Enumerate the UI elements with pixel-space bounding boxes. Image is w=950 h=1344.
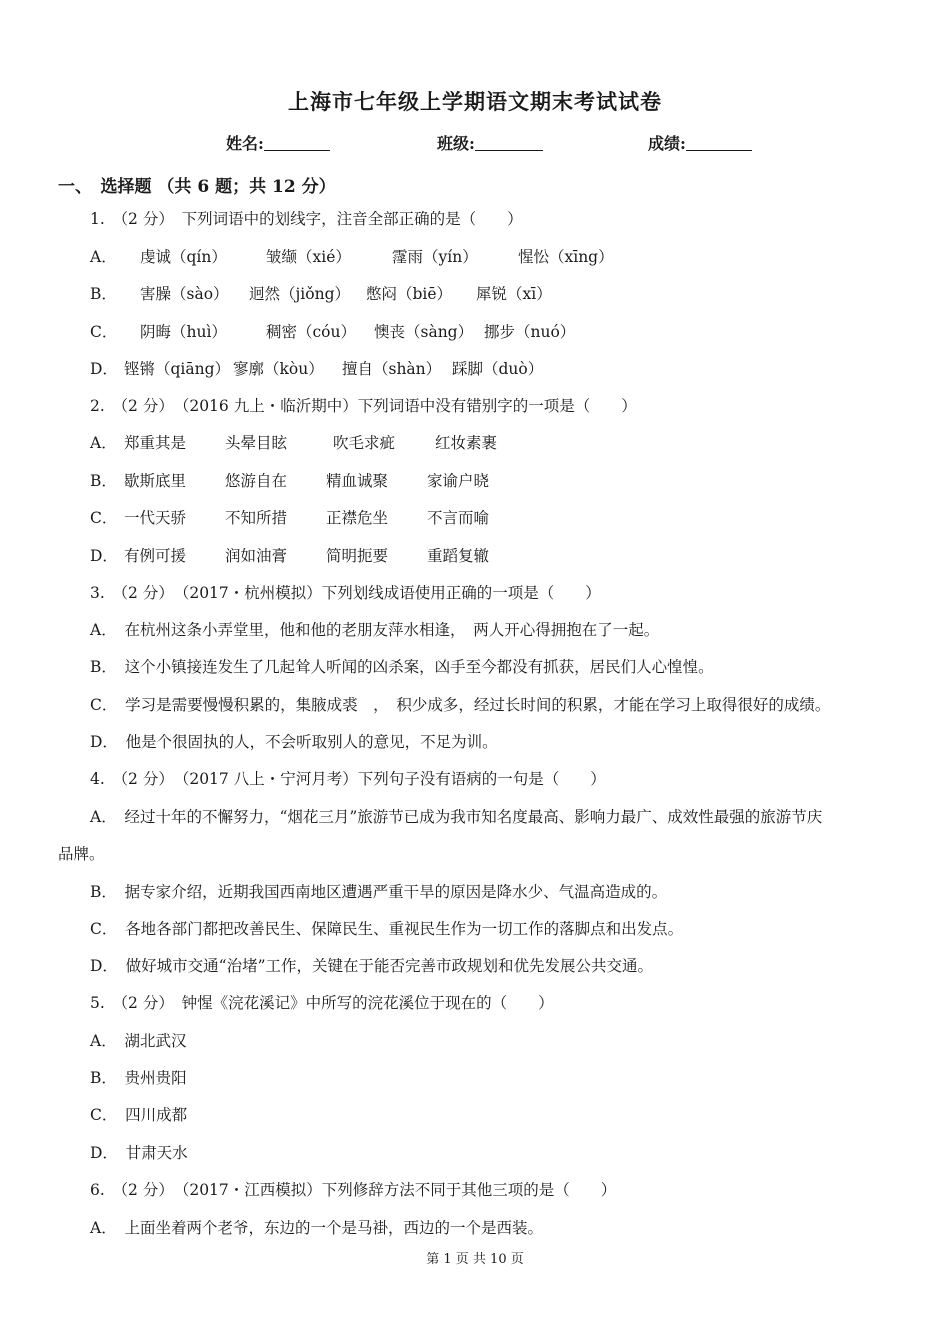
option-word: 迥然（jiǒng）: [249, 285, 351, 303]
question-2-option-b[interactable]: [90, 470, 489, 492]
option-word: 家谕户晓: [427, 472, 490, 490]
question-3-stem: 3. （2 分） （2017・杭州模拟）下列划线成语使用正确的一项是（ ）: [90, 584, 601, 602]
option-word: 吹毛求疵: [333, 434, 396, 452]
score-blank[interactable]: [686, 134, 752, 151]
question-3-option-c[interactable]: C． 学习是需要慢慢积累的，集腋成裘 ， 积少成多，经过长时间的积累，才能在学习上取得很好的成绩。: [90, 696, 831, 714]
question-3-option-b[interactable]: B． 这个小镇接连发生了几起耸人听闻的凶杀案，凶手至今都没有抓获，居民们人心惶惶。: [90, 658, 714, 676]
question-5-stem: 5. （2 分） 钟惺《浣花溪记》中所写的浣花溪位于现在的（ ）: [90, 994, 554, 1012]
option-word: 犀锐（xī）: [476, 285, 552, 303]
question-4-option-a-continued[interactable]: 品牌。: [58, 845, 105, 863]
option-word: 懊丧（sàng）: [374, 323, 474, 341]
option-word: 害臊（sào）: [140, 285, 229, 303]
option-word: 惺忪（xīng）: [518, 248, 614, 266]
option-label: B．: [90, 285, 117, 303]
option-word: 简明扼要: [326, 547, 389, 565]
page-footer: 第 1 页 共 10 页: [426, 1252, 524, 1267]
question-3-option-d[interactable]: D． 他是个很固执的人，不会听取别人的意见，不足为训。: [90, 733, 498, 751]
question-1-option-b[interactable]: [90, 283, 552, 305]
option-word: 郑重其是: [124, 434, 187, 452]
option-label: C．: [90, 323, 118, 341]
question-4-option-c[interactable]: C． 各地各部门都把改善民生、保障民生、重视民生作为一切工作的落脚点和出发点。: [90, 920, 684, 938]
class-label: 班级:: [437, 134, 475, 153]
question-1-option-d[interactable]: [90, 358, 543, 380]
option-word: 不知所措: [225, 509, 288, 527]
question-5-option-b[interactable]: B． 贵州贵阳: [90, 1069, 187, 1087]
option-word: 不言而喻: [427, 509, 490, 527]
question-5-option-d[interactable]: D． 甘肃天水: [90, 1144, 188, 1162]
question-4-option-b[interactable]: B． 据专家介绍，近期我国西南地区遭遇严重干旱的原因是降水少、气温高造成的。: [90, 883, 668, 901]
question-2-option-a[interactable]: [90, 432, 497, 454]
option-word: 有例可援: [124, 547, 187, 565]
option-word: 虔诚（qín）: [140, 248, 227, 266]
option-word: 霪雨（yín）: [392, 248, 478, 266]
question-1-option-a[interactable]: [90, 246, 614, 268]
question-6-option-a[interactable]: A． 上面坐着两个老爷，东边的一个是马褂，西边的一个是西装。: [90, 1219, 543, 1237]
option-word: 红妆素裹: [435, 434, 498, 452]
option-word: 正襟危坐: [326, 509, 389, 527]
section-heading: 一、 选择题 （共 6 题；共 12 分）: [58, 177, 336, 197]
option-label: B．: [90, 472, 117, 490]
option-word: 寥廓（kòu）: [233, 360, 324, 378]
option-label: D．: [90, 547, 118, 565]
option-word: 挪步（nuó）: [484, 323, 576, 341]
question-1-option-c[interactable]: [90, 321, 575, 343]
option-word: 重蹈复辙: [427, 547, 490, 565]
option-word: 憋闷（biē）: [366, 285, 453, 303]
option-word: 踩脚（duò）: [452, 360, 544, 378]
class-field[interactable]: [437, 131, 543, 154]
question-4-stem: 4. （2 分） （2017 八上・宁河月考）下列句子没有语病的一句是（ ）: [90, 770, 606, 788]
option-word: 润如油膏: [225, 547, 288, 565]
question-5-option-c[interactable]: C． 四川成都: [90, 1106, 188, 1124]
name-label: 姓名:: [226, 134, 264, 153]
option-word: 稠密（cóu）: [266, 323, 356, 341]
score-field[interactable]: [648, 131, 752, 154]
class-blank[interactable]: [475, 134, 543, 151]
student-info-row: [0, 131, 950, 155]
option-word: 阴晦（huì）: [140, 323, 227, 341]
option-word: 一代天骄: [124, 509, 187, 527]
option-label: A．: [90, 434, 117, 452]
option-label: D．: [90, 360, 118, 378]
question-2-option-c[interactable]: [90, 507, 489, 529]
question-6-stem: 6. （2 分） （2017・江西模拟）下列修辞方法不同于其他三项的是（ ）: [90, 1181, 617, 1199]
option-word: 头晕目眩: [225, 434, 288, 452]
question-5-option-a[interactable]: A． 湖北武汉: [90, 1032, 187, 1050]
option-word: 铿锵（qiāng）: [124, 360, 231, 378]
name-field[interactable]: [226, 131, 330, 154]
option-label: A．: [90, 248, 117, 266]
exam-title: 上海市七年级上学期语文期末考试试卷: [288, 89, 662, 114]
name-blank[interactable]: [264, 134, 330, 151]
question-2-option-d[interactable]: [90, 545, 489, 567]
question-3-option-a[interactable]: A． 在杭州这条小弄堂里，他和他的老朋友萍水相逢， 两人开心得拥抱在了一起。: [90, 621, 660, 639]
score-label: 成绩:: [648, 134, 686, 153]
option-word: 歇斯底里: [124, 472, 187, 490]
question-2-stem: 2. （2 分） （2016 九上・临沂期中）下列词语中没有错别字的一项是（ ）: [90, 397, 637, 415]
option-word: 皱缬（xié）: [266, 248, 351, 266]
option-word: 擅自（shàn）: [342, 360, 442, 378]
option-label: C．: [90, 509, 118, 527]
question-1-stem: 1. （2 分） 下列词语中的划线字，注音全部正确的是（ ）: [90, 210, 523, 228]
option-word: 悠游自在: [225, 472, 288, 490]
question-4-option-a[interactable]: A． 经过十年的不懈努力，“烟花三月”旅游节已成为我市知名度最高、影响力最广、成效性最强的旅游节庆: [90, 808, 823, 826]
option-word: 精血诚聚: [326, 472, 389, 490]
question-4-option-d[interactable]: D． 做好城市交通“治堵”工作，关键在于能否完善市政规划和优先发展公共交通。: [90, 957, 654, 975]
